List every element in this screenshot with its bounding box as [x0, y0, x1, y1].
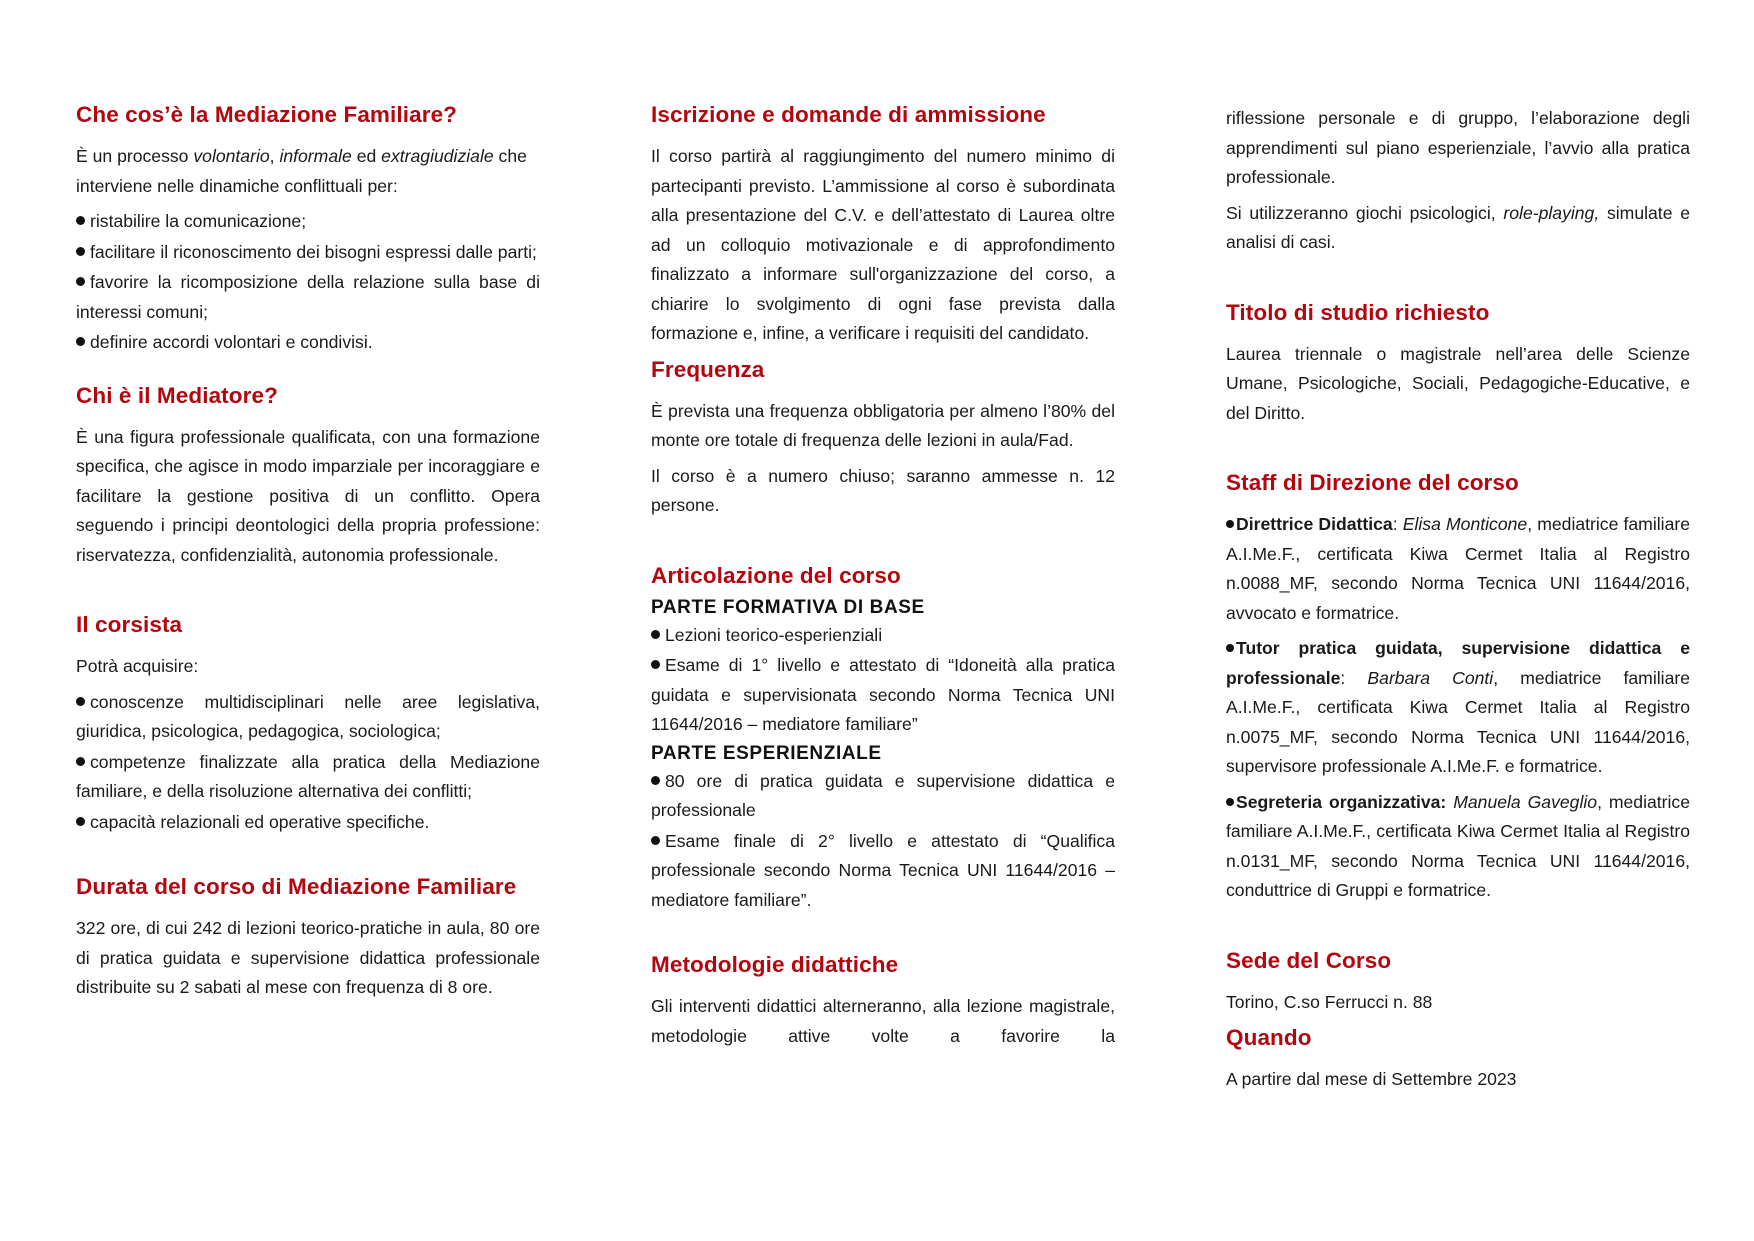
list-item	[651, 767, 1115, 826]
paragraph: È una figura professionale qualificata, con una formazione specifica, che agisce in modo imparziale per incoraggiare e facilitare la gestione positiva di un conflitto. Opera seguendo i principi deontologici della propria professione: riservatezza, confidenzialità, autonomia professionale.	[76, 426, 540, 565]
section-heading: Metodologie didattiche	[651, 952, 899, 977]
section-when	[1226, 1023, 1690, 1095]
paragraph: 322 ore, di cui 242 di lezioni teorico-pratiche in aula, 80 ore di pratica guidata e supervisione didattica professionale distribuite su 2 sabati al mese con frequenza di 8 ore.	[76, 918, 540, 997]
subheading: PARTE ESPERIENZIALE	[651, 742, 882, 764]
bullet-icon	[76, 697, 85, 706]
paragraph: È prevista una frequenza obbligatoria per almeno l’80% del monte ore totale di frequenza delle lezioni in aula/Fad.	[651, 400, 1115, 450]
staff-item	[1226, 788, 1690, 906]
list-item-text: capacità relazionali ed operative specifiche.	[90, 811, 430, 832]
section-heading: Titolo di studio richiesto	[1226, 299, 1490, 325]
list-item-text: conoscenze multidisciplinari nelle aree legislativa, giuridica, psicologica, pedagogica, sociologica;	[76, 691, 540, 741]
list-item	[76, 207, 540, 237]
section-staff	[1226, 468, 1690, 906]
section-location	[1226, 946, 1690, 1018]
text: :	[1340, 667, 1368, 688]
paragraph	[1226, 199, 1690, 258]
emphasis: volontario	[193, 146, 270, 166]
section-heading: Che cos’è la Mediazione Familiare?	[76, 102, 458, 127]
column-left	[76, 100, 540, 1009]
list-item	[76, 688, 540, 747]
bullet-icon	[76, 817, 85, 826]
bullet-icon	[76, 757, 85, 766]
section-heading: Chi è il Mediatore?	[76, 382, 278, 408]
text: che interviene nelle dinamiche conflittuali per:	[76, 146, 527, 196]
staff-description: , mediatrice familiare A.I.Me.F., certificata Kiwa Cermet Italia al Registro n.0088_MF, secondo Norma Tecnica UNI 11644/2016, avvocato e formatrice.	[1226, 514, 1690, 623]
section-methodology	[651, 950, 1115, 1051]
staff-role: Tutor pratica guidata, supervisione didattica e professionale	[1226, 638, 1690, 688]
section-heading: Staff di Direzione del corso	[1226, 470, 1519, 495]
list-item-text: Lezioni teorico-esperienziali	[665, 624, 883, 645]
section-enrollment	[651, 100, 1115, 349]
staff-description: , mediatrice familiare A.I.Me.F., certificata Kiwa Cermet Italia al Registro n.0075_MF, secondo Norma Tecnica UNI 11644/2016, supervisore professionale A.I.Me.F. e formatrice.	[1226, 667, 1690, 776]
bullet-icon	[651, 660, 660, 669]
paragraph: Laurea triennale o magistrale nell’area delle Scienze Umane, Psicologiche, Sociali, Pedagogiche-Educative, e del Diritto.	[1226, 343, 1690, 423]
section-who-is-mediator	[76, 381, 540, 571]
list-item	[651, 651, 1115, 740]
list-item	[76, 268, 540, 327]
list-item-text: Esame finale di 2° livello e attestato di “Qualifica professionale secondo Norma Tecnica UNI 11644/2016 – mediatore familiare”.	[651, 830, 1115, 910]
list-item	[651, 827, 1115, 916]
text: È un processo	[76, 146, 194, 166]
subheading: PARTE FORMATIVA DI BASE	[651, 596, 925, 618]
list-item-text: favorire la ricomposizione della relazione sulla base di interessi comuni;	[76, 272, 540, 322]
staff-name: Manuela Gaveglio	[1453, 791, 1598, 812]
paragraph: Torino, C.so Ferrucci n. 88	[1226, 991, 1433, 1012]
staff-item	[1226, 634, 1690, 782]
list-item	[651, 621, 1115, 651]
list-item-text: facilitare il riconoscimento dei bisogni espressi dalle parti;	[90, 241, 537, 262]
paragraph: Il corso è a numero chiuso; saranno ammesse n. 12 persone.	[651, 465, 1115, 515]
list-item-text: Esame di 1° livello e attestato di “Idoneità alla pratica guidata e supervisionata secondo Norma Tecnica UNI 11644/2016 – mediatore familiare”	[651, 655, 1115, 734]
section-required-degree	[1226, 298, 1690, 429]
list-item-text: definire accordi volontari e condivisi.	[90, 332, 373, 352]
section-heading: Articolazione del corso	[651, 562, 901, 588]
list-item-text: 80 ore di pratica guidata e supervisione didattica e professionale	[651, 770, 1115, 820]
bullet-icon	[76, 277, 85, 286]
text: ed	[351, 146, 382, 166]
list-item	[76, 328, 540, 358]
bullet-icon	[76, 247, 85, 256]
list-item	[76, 238, 540, 268]
paragraph: A partire dal mese di Settembre 2023	[1226, 1069, 1517, 1089]
staff-name: Barbara Conti	[1367, 667, 1494, 688]
staff-name: Elisa Monticone	[1402, 514, 1528, 534]
section-course-structure	[651, 561, 1115, 916]
bullet-icon	[651, 836, 660, 845]
section-attendance	[651, 355, 1115, 521]
staff-role: Segreteria organizzativa:	[1236, 791, 1447, 812]
section-what-is-mediation	[76, 100, 540, 358]
column-right	[1226, 104, 1690, 1101]
text: simulate e analisi di casi.	[1226, 202, 1691, 252]
emphasis: role-playing,	[1503, 202, 1600, 223]
paragraph: Il corso partirà al raggiungimento del numero minimo di partecipanti previsto. L’ammissione al corso è subordinata alla presentazione del C.V. e dell’attestato di Laurea oltre ad un colloquio motivazionale e di approfondimento finalizzato a informare sull'organizzazione del corso, a chiarire lo svolgimento di ogni fase prevista dalla formazione e, infine, a verificare i requisiti del candidato.	[651, 146, 1115, 343]
section-course-duration	[76, 872, 540, 1003]
paragraph: riflessione personale e di gruppo, l’elaborazione degli apprendimenti sul piano esperienziale, l’avvio alla pratica professionale.	[1226, 108, 1690, 187]
section-heading: Iscrizione e domande di ammissione	[651, 102, 1046, 127]
bullet-icon	[76, 337, 85, 346]
bullet-icon	[76, 216, 85, 225]
section-heading: Durata del corso di Mediazione Familiare	[76, 874, 517, 899]
paragraph: Gli interventi didattici alterneranno, alla lezione magistrale, metodologie attive volte a favorire la	[651, 996, 1115, 1046]
bullet-icon	[651, 630, 660, 639]
intro-paragraph	[76, 142, 540, 201]
bullet-icon	[1226, 798, 1234, 806]
staff-item	[1226, 510, 1690, 628]
list-item-text: competenze finalizzate alla pratica della Mediazione familiare, e della risoluzione alternativa dei conflitti;	[76, 751, 540, 801]
emphasis: extragiudiziale	[381, 146, 494, 166]
list-item	[76, 748, 540, 807]
text: Si utilizzeranno giochi psicologici,	[1226, 202, 1504, 223]
column-middle	[651, 100, 1115, 1057]
section-student	[76, 610, 540, 837]
emphasis: informale	[279, 146, 352, 166]
list-item	[76, 808, 540, 838]
bullet-icon	[1226, 644, 1234, 652]
section-methodology-continued	[1226, 104, 1690, 258]
bullet-icon	[651, 776, 660, 785]
section-heading: Il corsista	[76, 612, 183, 637]
staff-description: , mediatrice familiare A.I.Me.F., certificata Kiwa Cermet Italia al Registro n.0131_MF, secondo Norma Tecnica UNI 11644/2016, conduttrice di Gruppi e formatrice.	[1226, 791, 1691, 900]
list-item-text: ristabilire la comunicazione;	[90, 211, 307, 231]
paragraph: Potrà acquisire:	[76, 656, 199, 676]
text: :	[1392, 514, 1403, 534]
staff-role: Direttrice Didattica	[1236, 514, 1393, 534]
section-heading: Sede del Corso	[1226, 947, 1392, 973]
bullet-icon	[1226, 520, 1234, 528]
section-heading: Quando	[1226, 1025, 1312, 1050]
text: ,	[269, 146, 280, 166]
section-heading: Frequenza	[651, 356, 765, 382]
